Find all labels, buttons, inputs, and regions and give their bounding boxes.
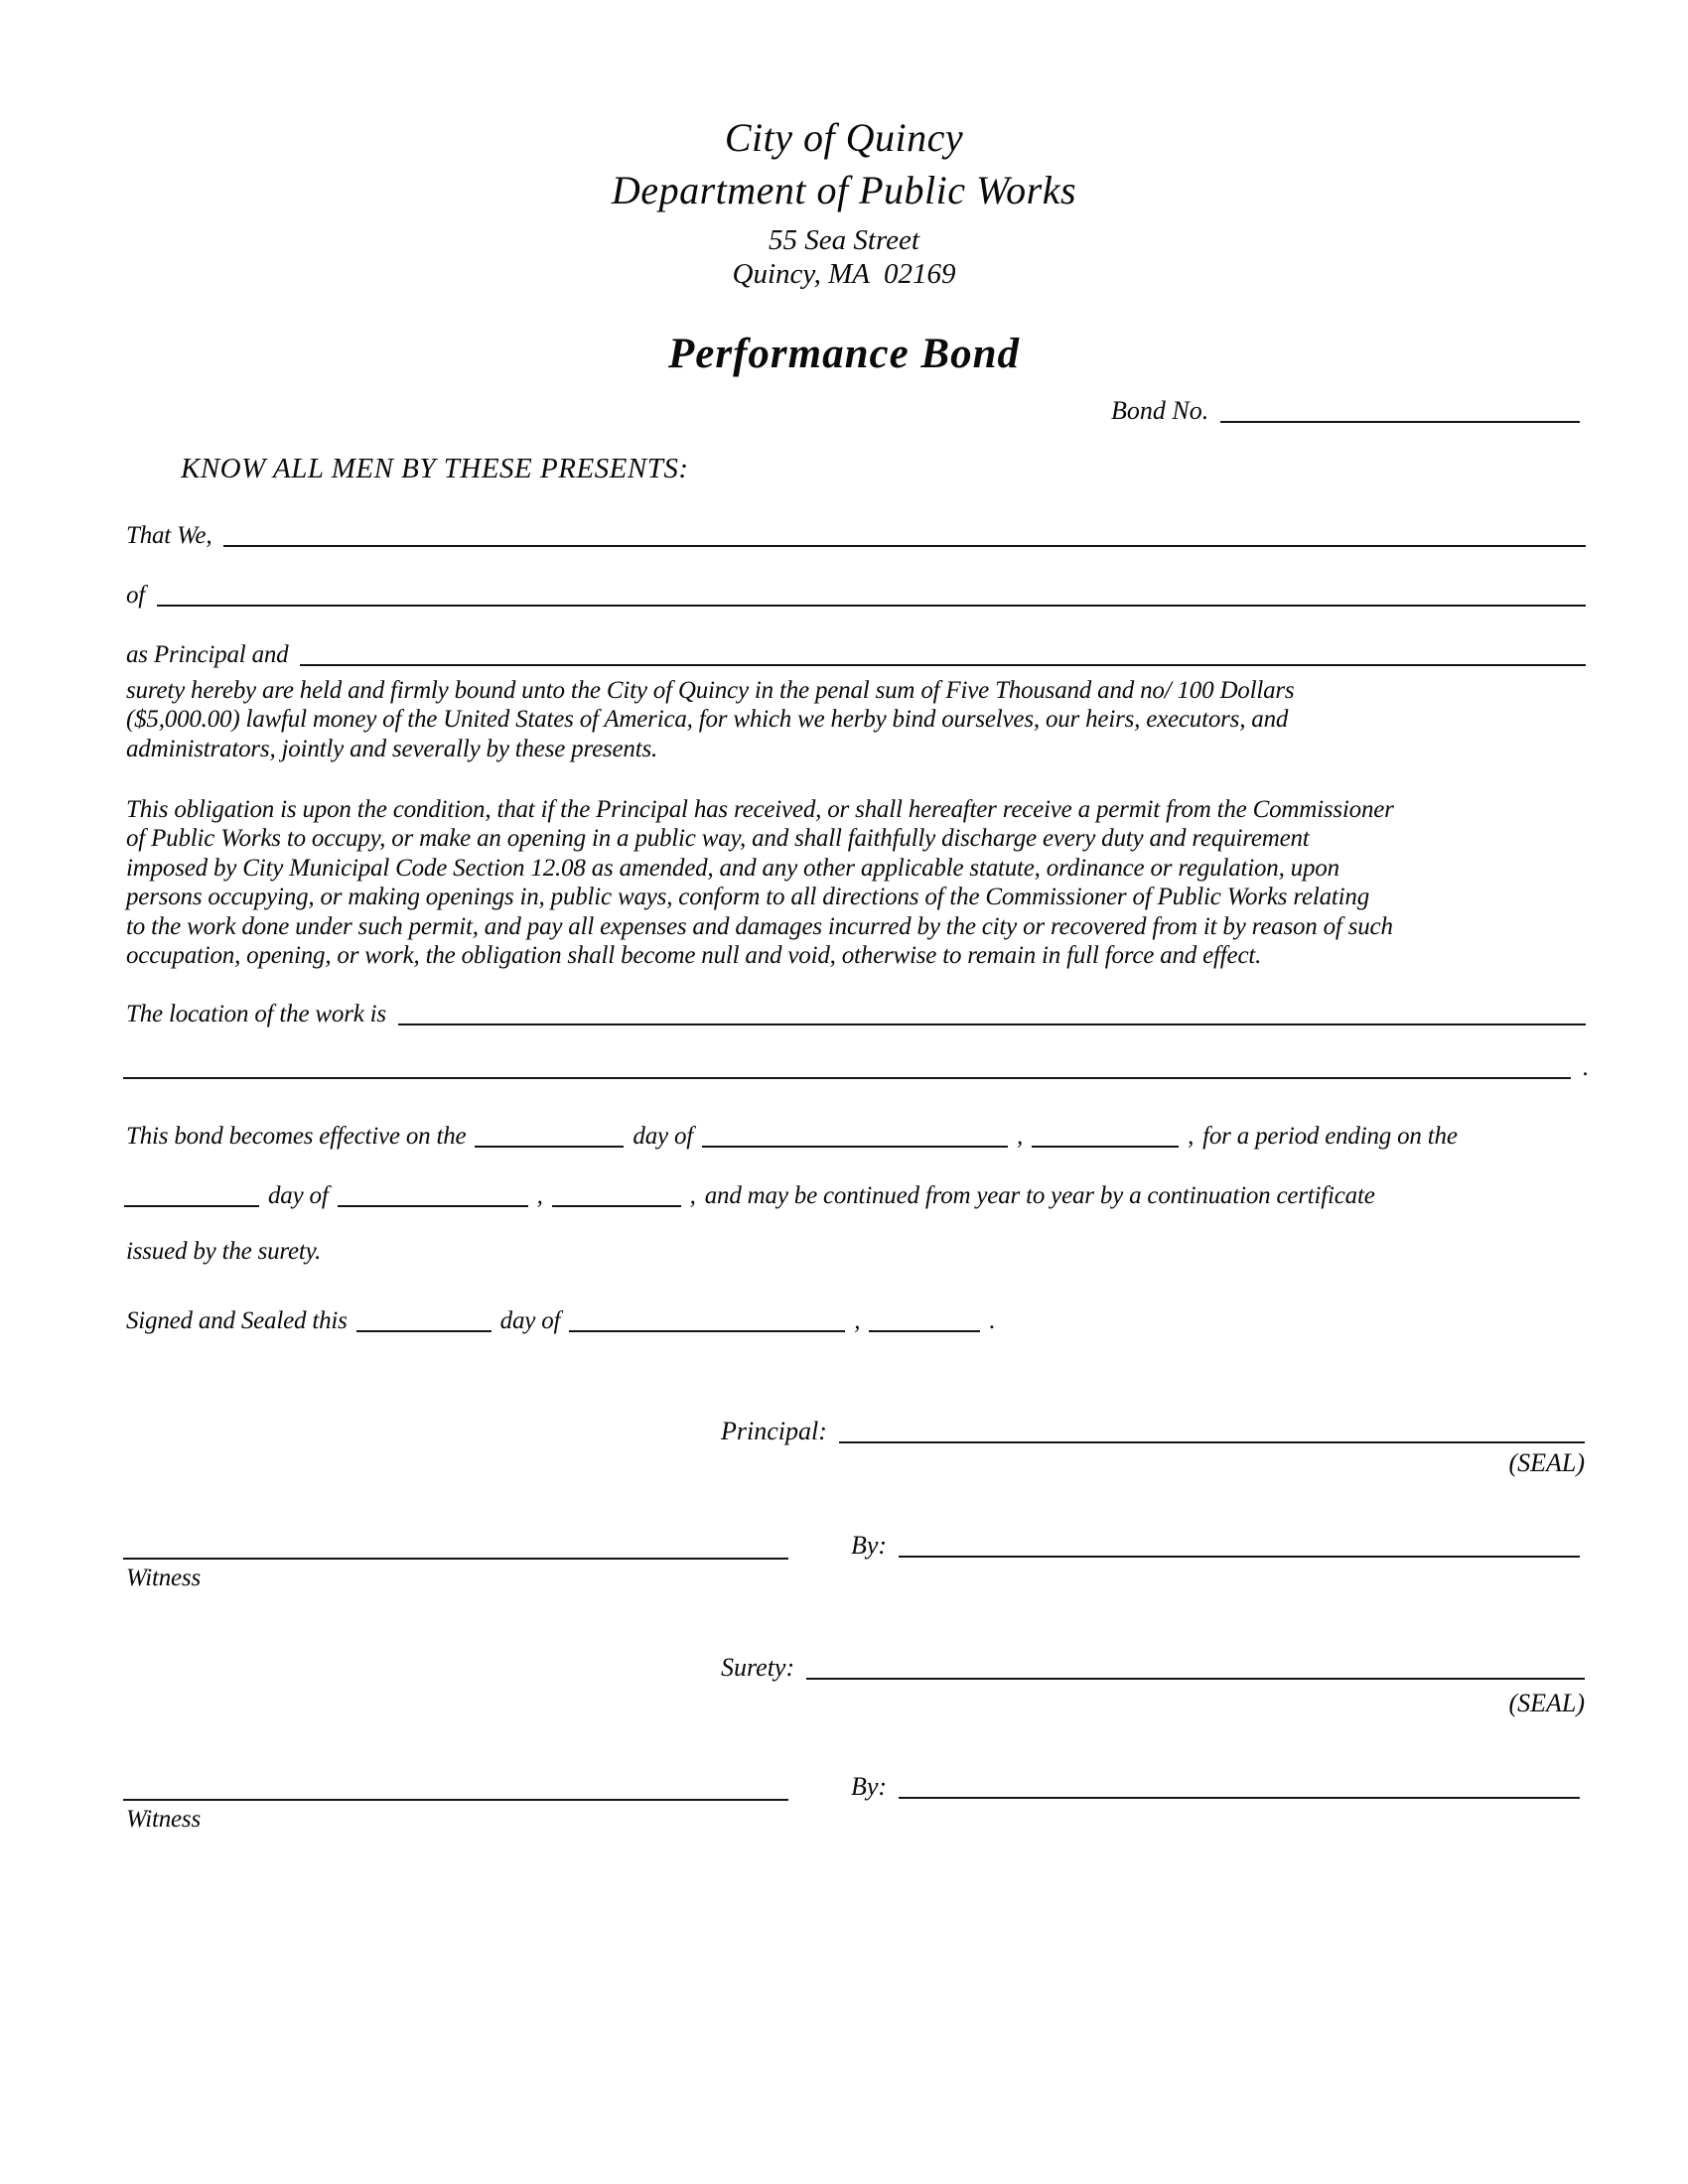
by-surety-row <box>851 1773 1580 1800</box>
bond-no-field[interactable] <box>1220 421 1580 423</box>
effective-lead-text: This bond becomes effective on the <box>126 1123 467 1150</box>
surety-label: Surety: <box>721 1653 795 1682</box>
location-row <box>126 1001 1586 1027</box>
surety-clause-line: ($5,000.00) lawful money of the United States of America, for which we herby bind ourselves, our heirs, executors, and <box>126 706 1289 734</box>
principal-seal-text: (SEAL) <box>1508 1448 1585 1477</box>
location-overflow-field[interactable] <box>123 1077 1571 1079</box>
effective-day-of-text: day of <box>633 1123 694 1150</box>
effective-date-line <box>126 1123 1467 1151</box>
address-line-1: 55 Sea Street <box>769 224 919 256</box>
issued-by-surety-text: issued by the surety. <box>126 1238 322 1265</box>
by-principal-row <box>851 1532 1580 1559</box>
obligation-clause <box>126 795 1596 970</box>
ending-day-field[interactable] <box>124 1205 259 1207</box>
surety-clause-line: administrators, jointly and severally by these presents. <box>126 735 658 762</box>
surety-clause <box>126 676 1596 763</box>
witness-principal-line[interactable] <box>123 1533 788 1560</box>
that-we-label: That We, <box>126 522 212 549</box>
that-we-row <box>126 522 1586 549</box>
bond-no-row <box>1111 397 1580 424</box>
as-principal-row <box>126 641 1586 668</box>
signed-lead-text: Signed and Sealed this <box>126 1307 348 1334</box>
as-principal-label: as Principal and <box>126 641 289 668</box>
org-name: City of Quincy <box>724 115 964 160</box>
by-principal-line[interactable] <box>899 1556 1580 1558</box>
ending-day-of-text: day of <box>268 1182 329 1209</box>
location-field[interactable] <box>398 1024 1586 1025</box>
signed-year-field[interactable] <box>869 1330 980 1332</box>
witness-surety-label: Witness <box>126 1806 201 1833</box>
obligation-clause-line: This obligation is upon the condition, that if the Principal has received, or shall hereafter receive a permit from the Commissioner <box>126 796 1394 823</box>
ending-comma: , <box>536 1182 543 1209</box>
preamble-heading: KNOW ALL MEN BY THESE PRESENTS: <box>181 453 689 484</box>
by-surety-line[interactable] <box>899 1797 1580 1799</box>
obligation-clause-line: of Public Works to occupy, or make an opening in a public way, and shall faithfully discharge every duty and requirement <box>126 825 1310 853</box>
ending-year-field[interactable] <box>552 1205 681 1207</box>
of-field[interactable] <box>157 605 1586 607</box>
by-principal-label: By: <box>851 1531 888 1560</box>
effective-day-field[interactable] <box>475 1146 624 1148</box>
signed-month-field[interactable] <box>569 1330 845 1332</box>
effective-year-field[interactable] <box>1032 1146 1179 1148</box>
effective-comma2: , <box>1188 1123 1195 1150</box>
principal-signature-row <box>721 1418 1585 1444</box>
bond-no-label: Bond No. <box>1111 396 1209 425</box>
surety-signature-line[interactable] <box>806 1678 1585 1680</box>
signed-period: . <box>989 1307 996 1334</box>
principal-signature-line[interactable] <box>839 1441 1585 1443</box>
obligation-clause-line: to the work done under such permit, and pay all expenses and damages incurred by the city or recovered from it by reason of such <box>126 912 1393 940</box>
signed-sealed-line <box>126 1307 1004 1335</box>
address-line-2: Quincy, MA 02169 <box>732 258 956 290</box>
signed-day-field[interactable] <box>356 1330 492 1332</box>
obligation-clause-line: imposed by City Municipal Code Section 12.08 as amended, and any other applicable statute, ordinance or regulation, upon <box>126 854 1339 882</box>
by-surety-label: By: <box>851 1772 888 1801</box>
location-period: . <box>1582 1054 1589 1081</box>
dept-name: Department of Public Works <box>611 168 1077 212</box>
ending-comma2: , <box>689 1182 696 1209</box>
signed-day-of-text: day of <box>499 1307 561 1334</box>
form-title: Performance Bond <box>667 331 1021 377</box>
signed-comma: , <box>854 1307 861 1334</box>
principal-label: Principal: <box>721 1417 827 1445</box>
obligation-clause-line: occupation, opening, or work, the obligation shall become null and void, otherwise to remain in full force and effect. <box>126 942 1262 970</box>
letterhead <box>0 111 1688 291</box>
surety-signature-row <box>721 1654 1585 1681</box>
location-label: The location of the work is <box>126 1001 386 1027</box>
effective-month-field[interactable] <box>702 1146 1008 1148</box>
ending-date-line <box>124 1182 1384 1210</box>
location-overflow-row <box>123 1054 1589 1081</box>
witness-surety-line[interactable] <box>123 1774 788 1801</box>
ending-month-field[interactable] <box>338 1205 528 1207</box>
surety-clause-line: surety hereby are held and firmly bound unto the City of Quincy in the penal sum of Five Thousand and no/ 100 Dollars <box>126 677 1295 704</box>
of-row <box>126 582 1586 609</box>
effective-comma: , <box>1017 1123 1024 1150</box>
of-label: of <box>126 582 146 609</box>
as-principal-field[interactable] <box>300 664 1586 666</box>
witness-principal-label: Witness <box>126 1565 201 1591</box>
obligation-clause-line: persons occupying, or making openings in, public ways, conform to all directions of the Commissioner of Public Works relating <box>126 884 1369 911</box>
surety-seal-text: (SEAL) <box>1508 1689 1585 1717</box>
effective-tail-text: for a period ending on the <box>1202 1123 1458 1150</box>
ending-tail-text: and may be continued from year to year by a continuation certificate <box>704 1182 1375 1209</box>
that-we-field[interactable] <box>223 545 1586 547</box>
